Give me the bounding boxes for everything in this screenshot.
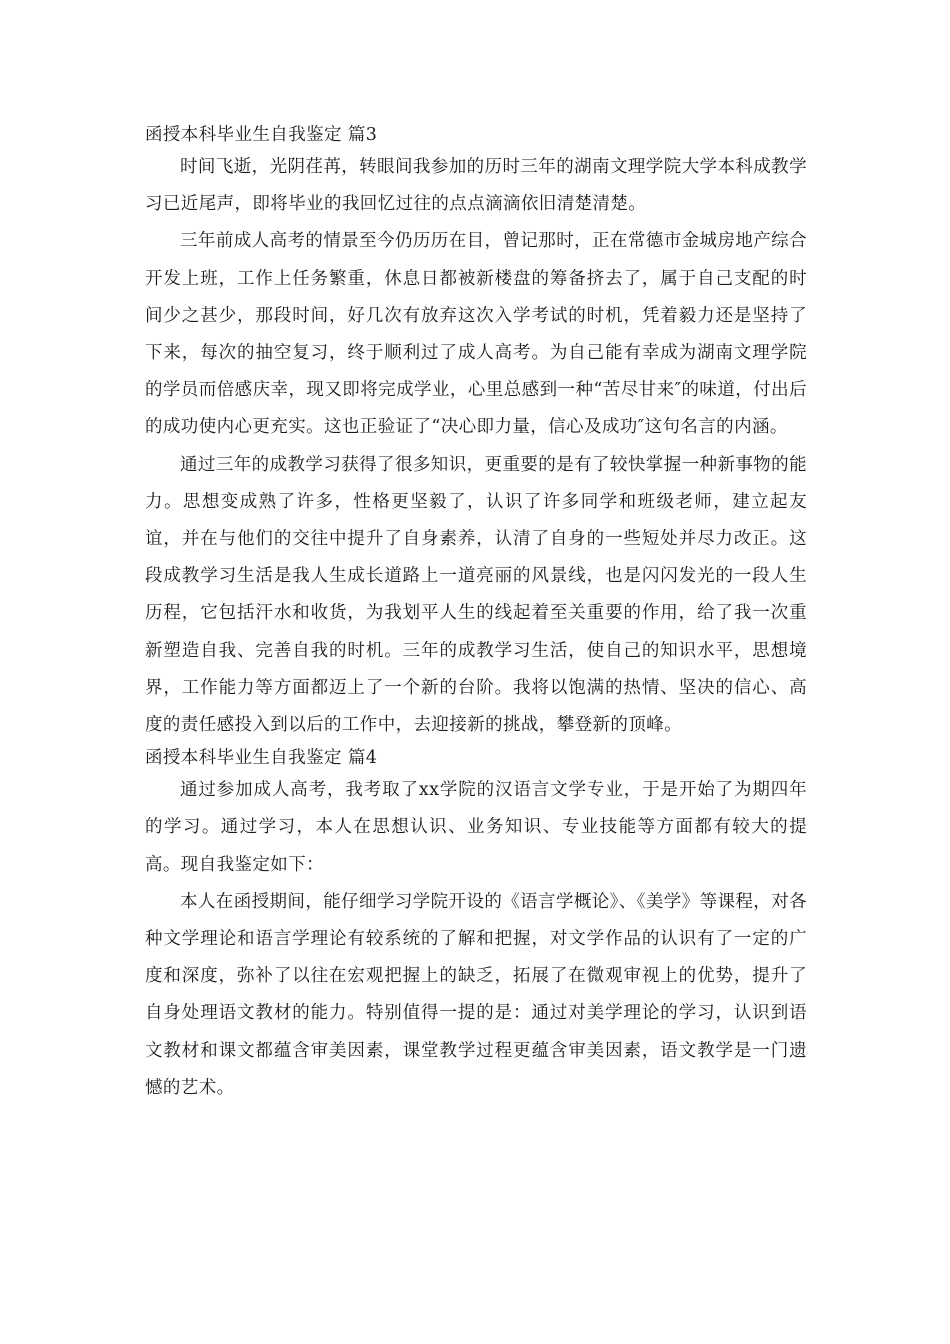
document-body (145, 121, 807, 1107)
paragraph: 通过参加成人高考，我考取了xx学院的汉语言文学专业，于是开始了为期四年的学习。通过学习，本人在思想认识、业务知识、专业技能等方面都有较大的提高。现自我鉴定如下： (145, 780, 807, 875)
paragraph: 通过三年的成教学习获得了很多知识，更重要的是有了较快掌握一种新事物的能力。思想变成熟了许多，性格更坚毅了，认识了许多同学和班级老师，建立起友谊，并在与他们的交往中提升了自身素养，认清了自身的一些短处并尽力改正。这段成教学习生活是我人生成长道路上一道亮丽的风景线，也是闪闪发光的一段人生历程，它包括汗水和收货，为我划平人生的线起着至关重要的作用，给了我一次重新塑造自我、完善自我的时机。三年的成教学习生活，使自己的知识水平，思想境界，工作能力等方面都迈上了一个新的台阶。我将以饱满的热情、坚决的信心、高度的责任感投入到以后的工作中，去迎接新的挑战，攀登新的顶峰。 (145, 454, 807, 736)
section-heading: 函授本科毕业生自我鉴定 篇4 (145, 748, 378, 769)
paragraph: 时间飞逝，光阴荏苒，转眼间我参加的历时三年的湖南文理学院大学本科成教学习已近尾声，即将毕业的我回忆过往的点点滴滴依旧清楚清楚。 (145, 157, 807, 215)
section-heading: 函授本科毕业生自我鉴定 篇3 (145, 125, 378, 145)
paragraph: 三年前成人高考的情景至今仍历历在目，曾记那时，正在常德市金城房地产综合开发上班，工作上任务繁重，休息日都被新楼盘的筹备挤去了，属于自己支配的时间少之甚少，那段时间，好几次有放弃这次入学考试的时机，凭着毅力还是坚持了下来，每次的抽空复习，终于顺利过了成人高考。为自己能有幸成为湖南文理学院的学员而倍感庆幸，现又即将完成学业，心里总感到一种“苦尽甘来″的味道，付出后的成功使内心更充实。这也正验证了“决心即力量，信心及成功″这句名言的内涵。 (145, 231, 807, 438)
paragraph: 本人在函授期间，能仔细学习学院开设的《语言学概论》、《美学》等课程，对各种文学理论和语言学理论有较系统的了解和把握，对文学作品的认识有了一定的广度和深度，弥补了以往在宏观把握上的缺乏，拓展了在微观审视上的优势，提升了自身处理语文教材的能力。特别值得一提的是：通过对美学理论的学习，认识到语文教材和课文都蕴含审美因素，课堂教学过程更蕴含审美因素，语文教学是一门遗憾的艺术。 (145, 891, 807, 1098)
